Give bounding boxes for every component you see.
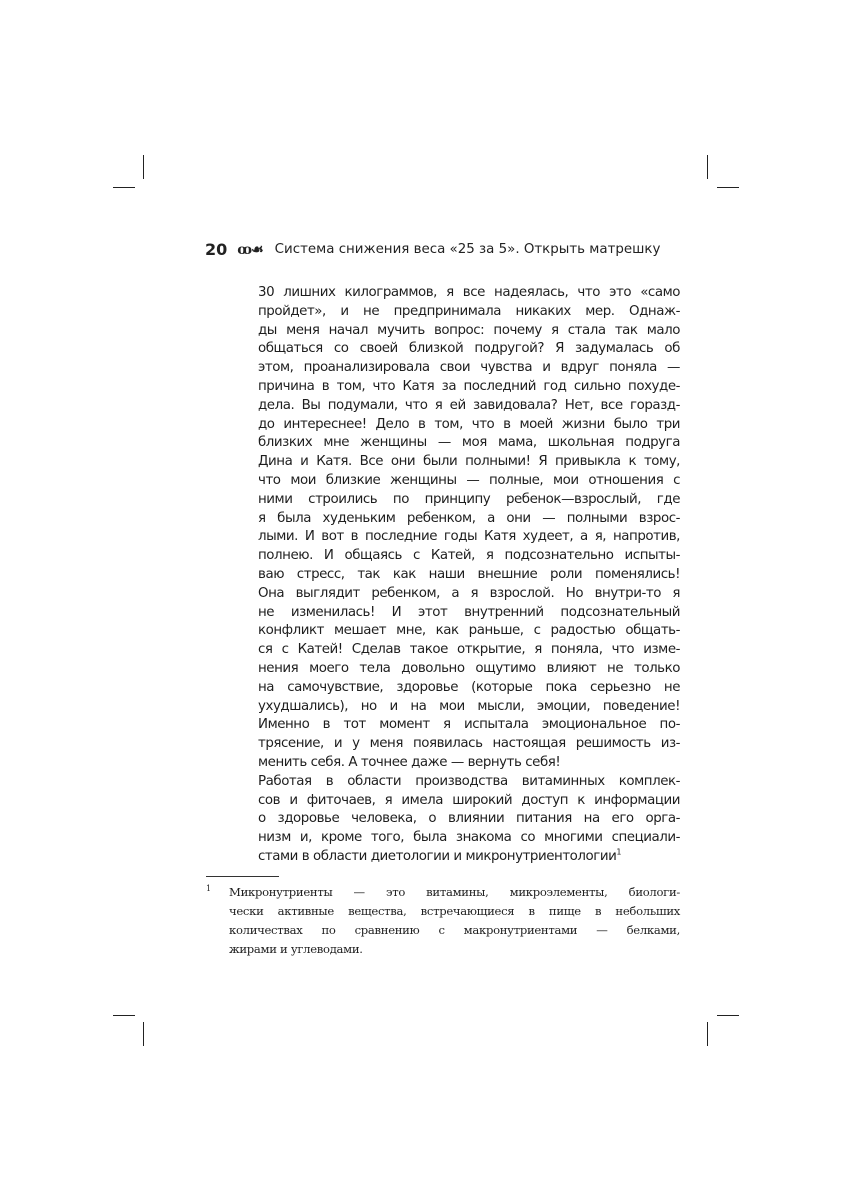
footnote [206, 883, 680, 959]
text-line: низм и, кроме того, была знакома со многими специали- [258, 830, 680, 846]
text-line: Именно в тот момент я испытала эмоциональное по- [258, 717, 680, 733]
text-line: Дина и Катя. Все они были полными! Я привыкла к тому, [258, 454, 680, 470]
text-line: ся с Катей! Сделав такое открытие, я поняла, что изме- [258, 642, 680, 658]
text-line: конфликт мешает мне, как раньше, с радостью общать- [258, 623, 680, 639]
footnote-marker: 1 [206, 884, 211, 893]
text-line: трясение, и у меня появилась настоящая решимость из- [258, 736, 680, 752]
footnote-line: чески активные вещества, встречающиеся в пище в небольших [229, 904, 680, 918]
text-line: стами в области диетологии и микронутриентологии$^1$ [258, 847, 622, 864]
body-text [258, 284, 680, 867]
running-title: Система снижения веса «25 за 5». Открыть матрешку [274, 242, 661, 257]
footnote-line: 1 Микронутриенты — это витамины, микроэлементы, биологи- [206, 883, 680, 902]
text-line: до интереснее! Дело в том, что в моей жизни было три [258, 416, 680, 432]
crop-mark [707, 1022, 708, 1046]
text-line: сов и фиточаев, я имела широкий доступ к информации [258, 792, 680, 808]
crop-mark [143, 155, 144, 179]
text-line: причина в том, что Катя за последний год сильно похуде- [258, 378, 680, 394]
crop-mark [717, 187, 739, 188]
ornament-icon: ꝏ☙ [237, 241, 263, 258]
text-line: пройдет», и не предпринимала никаких мер. Однаж- [258, 303, 680, 319]
text-line: не изменилась! И этот внутренний подсознательный [258, 604, 680, 620]
crop-mark [113, 1015, 135, 1016]
text-line: ухудшались), но и на мои мысли, эмоции, поведение! [258, 698, 680, 714]
text-line: Работая в области производства витаминных комплек- [258, 773, 680, 789]
footnote-line: количествах по сравнению с макронутриентами — белками, [229, 923, 680, 937]
text-line: менить себя. А точнее даже — вернуть себя! [258, 754, 561, 770]
text-line: на самочувствие, здоровье (которые пока серьезно не [258, 679, 680, 695]
footnote-divider [206, 876, 279, 877]
text-line: я была худеньким ребенком, а они — полными взрос- [258, 510, 680, 526]
text-line: общаться со своей близкой подругой? Я задумалась об [258, 341, 680, 357]
text-line: дела. Вы подумали, что я ей завидовала? Нет, все горазд- [258, 397, 680, 413]
crop-mark [707, 155, 708, 179]
text-line: о здоровье человека, о влиянии питания на его орга- [258, 811, 680, 827]
text-line: близких мне женщины — моя мама, школьная подруга [258, 435, 680, 451]
text-line: ды меня начал мучить вопрос: почему я стала так мало [258, 322, 680, 338]
page-number: 20 [205, 240, 228, 259]
text-line: ними строились по принципу ребенок—взрослый, где [258, 491, 680, 507]
text-line: этом, проанализировала свои чувства и вдруг поняла — [258, 360, 680, 376]
footnote-reference[interactable]: 1 [616, 847, 622, 857]
running-header [205, 240, 660, 259]
text-line: нения моего тела довольно ощутимо влияют не только [258, 660, 680, 676]
crop-mark [113, 187, 135, 188]
crop-mark [143, 1022, 144, 1046]
footnote-line: жирами и углеводами. [229, 942, 363, 956]
text-line: лыми. И вот в последние годы Катя худеет, а я, напротив, [258, 529, 680, 545]
text-line: что мои близкие женщины — полные, мои отношения с [258, 472, 680, 488]
text-line: ваю стресс, так как наши внешние роли поменялись! [258, 566, 680, 582]
crop-mark [717, 1015, 739, 1016]
text-line: полнею. И общаясь с Катей, я подсознательно испыты- [258, 548, 680, 564]
text-line: Она выглядит ребенком, а я взрослой. Но внутри-то я [258, 585, 680, 601]
text-line: 30 лишних килограммов, я все надеялась, что это «само [258, 285, 680, 300]
